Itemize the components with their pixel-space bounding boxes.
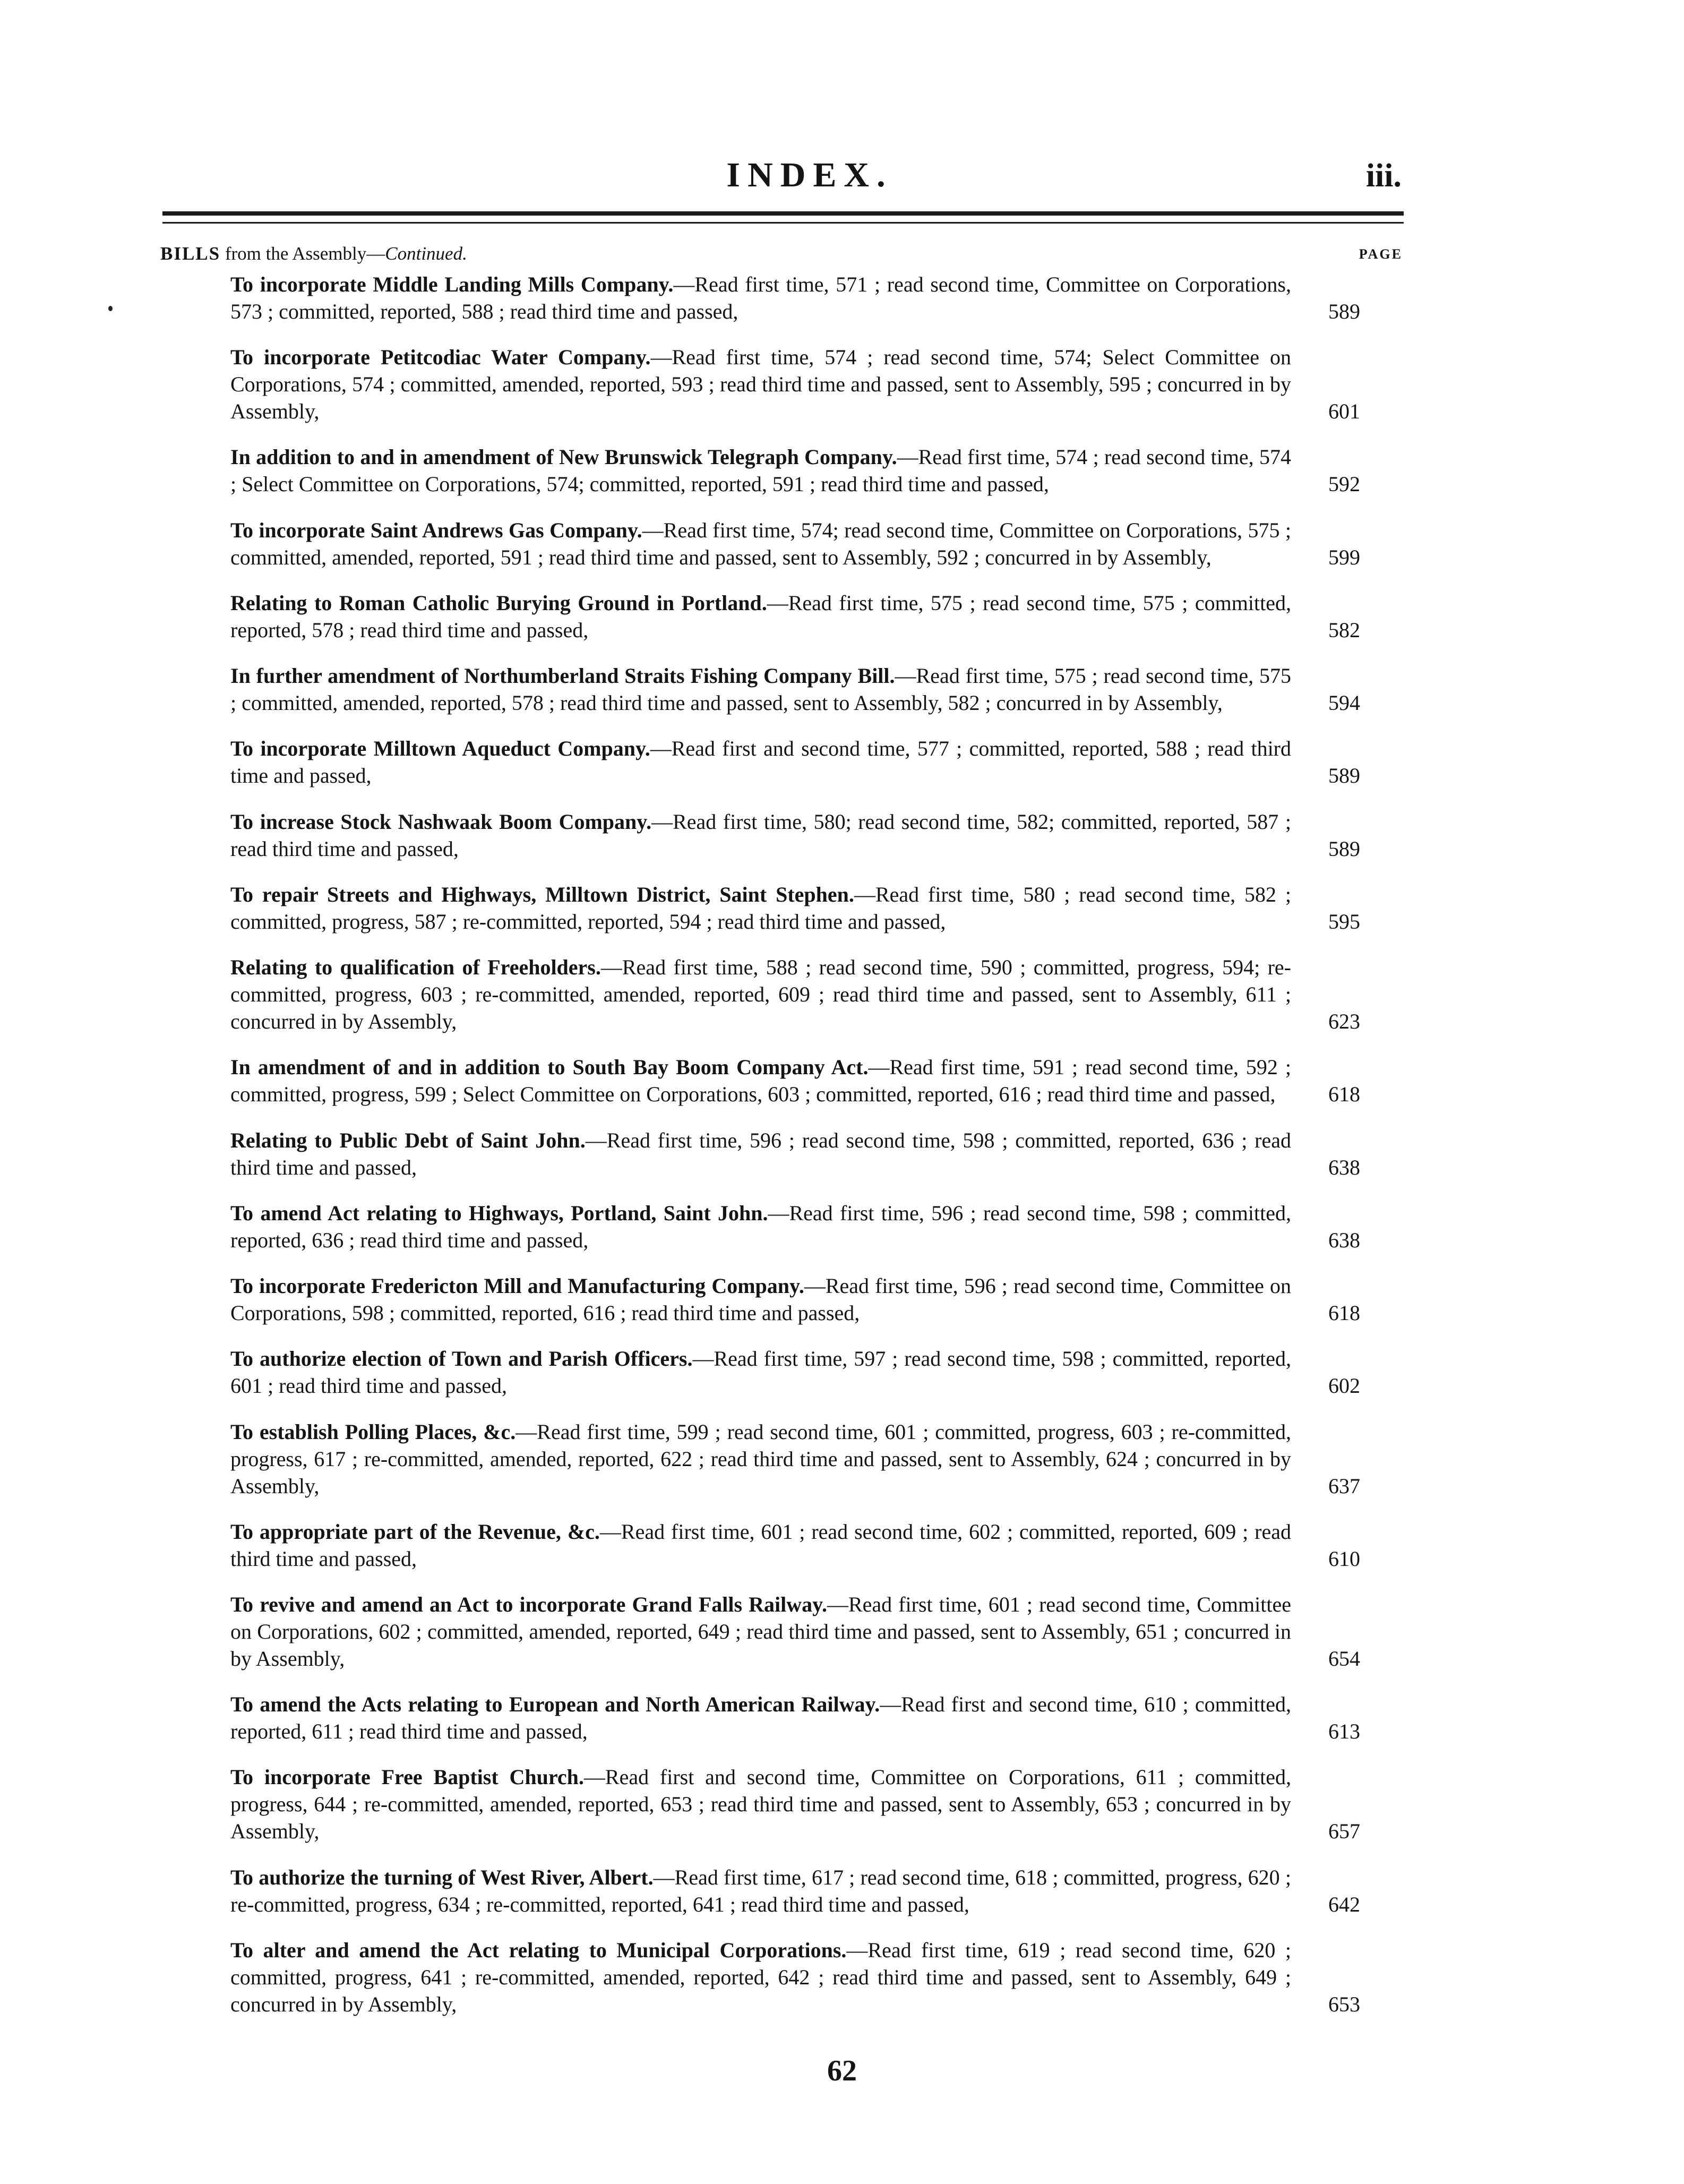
entry-title: To repair Streets and Highways, Milltown District, Saint Stephen. [230,882,854,906]
entry-text: —Read first time, 588 ; read second time, 590 ; committed, progress, 594; re-committed, progress, 603 ; re-committed, amended, reported, 609 ; read third time and passed, sent to Assembly, 611 ; concurred in by Assembly, [230,955,1291,1034]
section-heading-rest: from the Assembly— [220,243,385,264]
entry-title: In further amendment of Northumberland Straits Fishing Company Bill. [230,664,895,688]
entry-page: 582 [1328,618,1360,642]
index-entry [160,1763,1403,1845]
margin-dot [108,306,113,311]
index-entry [160,881,1403,935]
entry-text: —Read first time, 575 ; read second time, 575 ; committed, reported, 578 ; read third time and passed, [230,590,1291,642]
entry-title: To amend Act relating to Highways, Portland, Saint John. [230,1201,768,1225]
entry-text: —Read first time, 580 ; read second time, 582 ; committed, progress, 587 ; re-committed, reported, 594 ; read third time and passed, [230,882,1291,933]
entry-text: —Read first time, 617 ; read second time, 618 ; committed, progress, 620 ; re-committed, progress, 634 ; re-committed, reported, 641 ; read third time and passed, [230,1865,1291,1916]
entry-title: To increase Stock Nashwaak Boom Company. [230,809,652,834]
footer-page-number: 62 [827,2054,857,2087]
index-entry [160,589,1403,644]
entry-text: —Read first and second time, 577 ; committed, reported, 588 ; read third time and passed, [230,736,1292,788]
index-entry [160,1864,1403,1918]
entry-page: 599 [1328,545,1360,569]
entry-title: To amend the Acts relating to European and North American Railway. [230,1692,880,1717]
index-entry [160,1127,1403,1181]
index-entry [160,808,1403,862]
entry-title: To incorporate Petitcodiac Water Company. [230,345,651,370]
entry-title: Relating to Public Debt of Saint John. [230,1128,586,1152]
index-entry [160,1345,1403,1399]
index-entry [160,1054,1403,1108]
entry-page: 601 [1328,399,1360,424]
entry-page: 595 [1328,909,1360,933]
section-heading-row [160,243,1403,268]
index-entry [160,1937,1403,2018]
index-entry [160,443,1403,498]
entry-text: —Read first time, 580; read second time, 582; committed, reported, 587 ; read third time and passed, [230,809,1292,861]
entry-title: Relating to Roman Catholic Burying Ground in Portland. [230,590,767,615]
entry-text: —Read first time, 596 ; read second time, 598 ; committed, reported, 636 ; read third time and passed, [230,1128,1292,1179]
entry-title: To authorize the turning of West River, Albert. [230,1865,654,1889]
entry-text: —Read first and second time, Committee on Corporations, 611 ; committed, progress, 644 ; re-committed, amended, reported, 653 ; read third time and passed, sent to Assembly, 653 ; concurred in by Assembly, [230,1765,1292,1844]
index-entry [160,735,1403,789]
entry-title: In addition to and in amendment of New Brunswick Telegraph Company. [230,445,897,469]
page-column-header: PAGE [1359,246,1403,262]
entry-title: To authorize election of Town and Parish Officers. [230,1347,693,1371]
index-entry [160,1418,1403,1500]
index-entry [160,1518,1403,1572]
entry-text: —Read first time, 601 ; read second time, Committee on Corporations, 602 ; committed, amended, reported, 649 ; read third time and passed, sent to Assembly, 651 ; concurred in by Assembly, [230,1592,1292,1671]
roman-page-number: iii. [1365,158,1402,194]
entry-page: 637 [1328,1474,1360,1498]
index-entry [160,1272,1403,1326]
entry-text: —Read first and second time, 610 ; committed, reported, 611 ; read third time and passed, [230,1692,1291,1744]
index-entry [160,662,1403,716]
entry-page: 638 [1328,1228,1360,1252]
entry-page: 638 [1328,1155,1360,1179]
entry-page: 642 [1328,1892,1360,1916]
entry-title: To incorporate Fredericton Mill and Manufacturing Company. [230,1274,804,1298]
entry-title: In amendment of and in addition to South Bay Boom Company Act. [230,1055,869,1080]
entry-page: 654 [1328,1646,1360,1671]
entry-title: Relating to qualification of Freeholders. [230,955,601,980]
entry-page: 653 [1328,1992,1360,2016]
section-heading-continued: Continued. [385,243,467,264]
entry-text: —Read first time, 619 ; read second time, 620 ; committed, progress, 641 ; re-committed, amended, reported, 642 ; read third time and passed, sent to Assembly, 649 ; concurred in by Assembly, [230,1938,1292,2016]
entry-page: 602 [1328,1374,1360,1398]
section-heading-bold: BILLS [160,243,221,264]
index-entry [160,517,1403,571]
entry-page: 589 [1328,764,1360,788]
entry-page: 589 [1328,836,1360,861]
entry-text: —Read first time, 597 ; read second time, 598 ; committed, reported, 601 ; read third time and passed, [230,1347,1291,1398]
entry-page: 657 [1328,1819,1360,1844]
index-entry [160,271,1403,325]
entry-text: —Read first time, 596 ; read second time, Committee on Corporations, 598 ; committed, reported, 616 ; read third time and passed, [230,1274,1291,1325]
header-rule-thin [162,222,1404,224]
entry-page: 623 [1328,1009,1360,1034]
entry-text: —Read first time, 591 ; read second time, 592 ; committed, progress, 599 ; Select Committee on Corporations, 603 ; committed, reported, 616 ; read third time and passed, [230,1055,1291,1107]
index-entry [160,1591,1403,1672]
entry-text: —Read first time, 574 ; read second time, 574; Select Committee on Corporations, 574 ; committed, amended, reported, 593 ; read third time and passed, sent to Assembly, 595 ; concurred in by Assembly, [230,345,1291,424]
entry-title: To revive and amend an Act to incorporate Grand Falls Railway. [230,1592,827,1616]
entry-text: —Read first time, 574; read second time, Committee on Corporations, 575 ; committed, amended, reported, 591 ; read third time and passed, sent to Assembly, 592 ; concurred in by Assembly, [230,518,1291,569]
entry-page: 610 [1328,1546,1360,1571]
entry-text: —Read first time, 571 ; read second time, Committee on Corporations, 573 ; committed, reported, 588 ; read third time and passed, [230,272,1291,323]
entry-page: 618 [1328,1301,1360,1325]
entry-page: 613 [1328,1719,1360,1744]
entry-page: 594 [1328,691,1360,715]
entry-page: 589 [1328,299,1360,323]
entry-title: To appropriate part of the Revenue, &c. [230,1519,600,1544]
index-entry [160,1691,1403,1745]
entry-title: To incorporate Free Baptist Church. [230,1765,584,1789]
entry-title: To incorporate Milltown Aqueduct Company. [230,736,650,761]
entry-title: To incorporate Saint Andrews Gas Company. [230,518,642,542]
section-heading [160,243,467,264]
entry-text: —Read first time, 574 ; read second time, 574 ; Select Committee on Corporations, 574; committed, reported, 591 ; read third time and passed, [230,445,1291,496]
entry-text: —Read first time, 599 ; read second time, 601 ; committed, progress, 603 ; re-committed, progress, 617 ; re-committed, amended, reported, 622 ; read third time and passed, sent to Assembly, 624 ; concurred in by Assembly, [230,1419,1292,1498]
entry-title: To establish Polling Places, &c. [230,1419,516,1444]
entry-title: To alter and amend the Act relating to Municipal Corporations. [230,1938,847,1962]
page-title: INDEX. [726,156,893,194]
index-entries [160,271,1403,2018]
entry-text: —Read first time, 601 ; read second time, 602 ; committed, reported, 609 ; read third time and passed, [230,1519,1291,1571]
header-rule-thick [162,211,1404,216]
index-entry [160,954,1403,1035]
entry-text: —Read first time, 596 ; read second time, 598 ; committed, reported, 636 ; read third time and passed, [230,1201,1291,1252]
entry-page: 592 [1328,472,1360,496]
index-entry [160,1200,1403,1254]
index-entry [160,344,1403,425]
entry-text: —Read first time, 575 ; read second time, 575 ; committed, amended, reported, 578 ; read third time and passed, sent to Assembly, 582 ; concurred in by Assembly, [230,664,1292,715]
entry-page: 618 [1328,1082,1360,1107]
entry-title: To incorporate Middle Landing Mills Company. [230,272,674,296]
